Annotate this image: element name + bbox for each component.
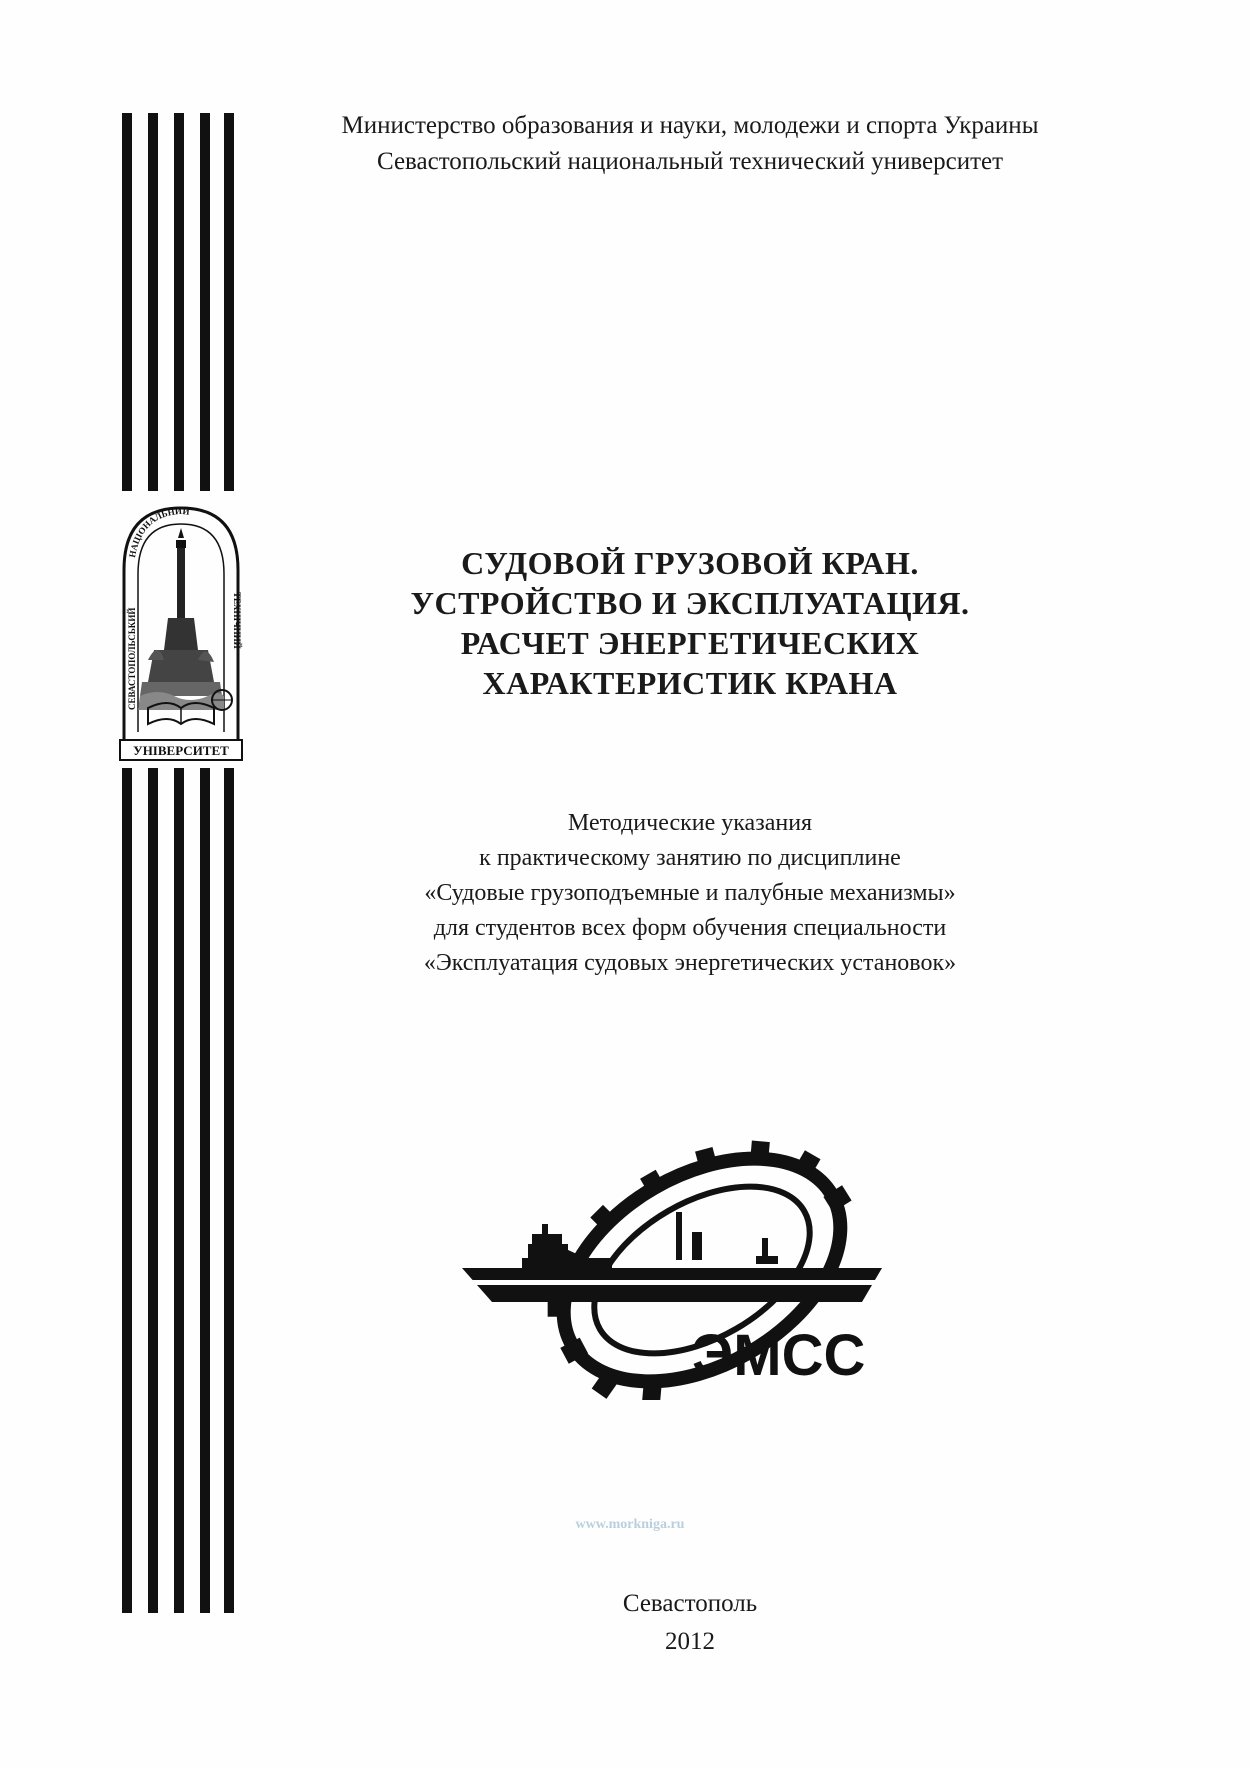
svg-text:НАЦІОНАЛЬНИЙ: НАЦІОНАЛЬНИЙ: [127, 505, 191, 559]
subtitle-line: «Судовые грузоподъемные и палубные механизмы»: [424, 880, 956, 906]
stripe: [122, 768, 132, 1613]
svg-text:СЕВАСТОПОЛЬСЬКИЙ: СЕВАСТОПОЛЬСЬКИЙ: [127, 607, 137, 710]
decorative-stripes-bottom: [122, 768, 234, 1613]
stripe: [224, 768, 234, 1613]
watermark: www.morkniga.ru: [575, 1517, 685, 1532]
stripe: [148, 768, 158, 1613]
monument-emblem-icon: [118, 500, 244, 762]
svg-text:УНІВЕРСИТЕТ: УНІВЕРСИТЕТ: [133, 743, 229, 758]
subtitle-line: для студентов всех форм обучения специальности: [433, 915, 947, 941]
publication-city: Севастополь: [622, 1590, 758, 1617]
stripe: [200, 768, 210, 1613]
subtitle-line: «Эксплуатация судовых энергетических установок»: [423, 950, 957, 976]
university-name: Севастопольский национальный технический университет: [376, 148, 1004, 175]
ship-gear-logo-icon: [462, 1120, 902, 1400]
stripe: [148, 113, 158, 491]
title-line: ХАРАКТЕРИСТИК КРАНА: [482, 665, 898, 701]
title-line: СУДОВОЙ ГРУЗОВОЙ КРАН.: [461, 545, 919, 581]
publication-info: [500, 1585, 880, 1661]
ministry-name: Министерство образования и науки, молодежи и спорта Украины: [341, 112, 1039, 139]
subtitle-line: к практическому занятию по дисциплине: [479, 845, 901, 871]
title-line: РАСЧЕТ ЭНЕРГЕТИЧЕСКИХ: [460, 625, 920, 661]
title-line: УСТРОЙСТВО И ЭКСПЛУАТАЦИЯ.: [410, 585, 970, 621]
stripe: [174, 768, 184, 1613]
book-title: [300, 543, 1080, 703]
book-subtitle: [300, 806, 1080, 981]
stripe: [174, 113, 184, 491]
svg-text:ТЕХНІЧНИЙ: ТЕХНІЧНИЙ: [232, 592, 242, 649]
publication-year: 2012: [665, 1628, 715, 1655]
stripe: [122, 113, 132, 491]
stripe: [200, 113, 210, 491]
stripe: [224, 113, 234, 491]
publisher-header: [250, 108, 1130, 180]
subtitle-line: Методические указания: [567, 810, 813, 836]
logo-text: ЭМСС: [692, 1323, 866, 1388]
decorative-stripes-top: [122, 113, 234, 491]
